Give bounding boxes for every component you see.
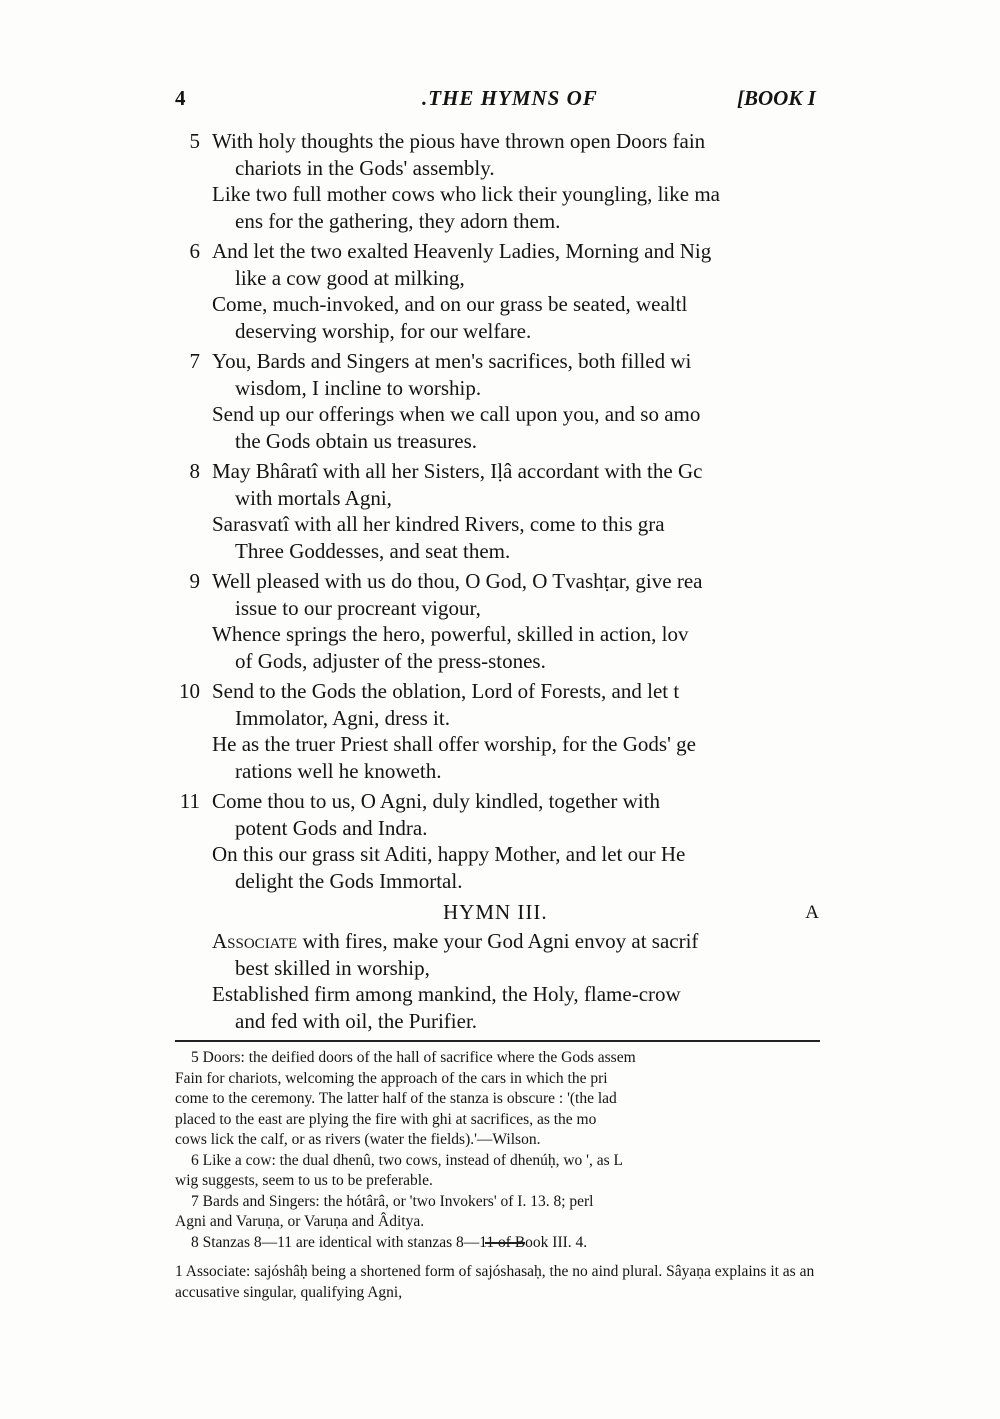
footnote-divider: [175, 1040, 820, 1042]
stanza-number: 11: [179, 789, 200, 813]
opening-word: Associate: [212, 929, 298, 953]
verse-line: the Gods obtain us treasures.: [235, 428, 478, 453]
verse-line: Immolator, Agni, dress it.: [235, 705, 450, 730]
stanza-number: 5: [189, 129, 200, 153]
verse-line: ens for the gathering, they adorn them.: [235, 208, 561, 233]
verse-line: Send to the Gods the oblation, Lord of Forests, and let t: [212, 679, 680, 703]
verse-line: Come, much-invoked, and on our grass be seated, wealtl: [212, 292, 688, 316]
stanza-9: [160, 568, 825, 674]
verse-line: of Gods, adjuster of the press-stones.: [235, 648, 546, 673]
stanza-number: 6: [189, 239, 200, 263]
verse-line: issue to our procreant vigour,: [235, 595, 481, 620]
stanza-number: 9: [189, 569, 200, 593]
footnote-separator: [485, 1242, 525, 1244]
footnote-line: 6 Like a cow: the dual dhenû, two cows, instead of dhenúḥ, wo ', as L: [191, 1151, 623, 1169]
hymn-side-note: A: [805, 902, 819, 923]
footnote-line: 5 Doors: the deified doors of the hall of sacrifice where the Gods assem: [191, 1049, 636, 1066]
footnote-line: come to the ceremony. The latter half of the stanza is obscure : '(the lad: [175, 1090, 617, 1107]
footnote-line: wig suggests, seem to us to be preferable.: [175, 1172, 433, 1189]
verse-line: wisdom, I incline to worship.: [235, 375, 482, 400]
hymn-3-stanza-1: [160, 928, 825, 1034]
verse-line: Send up our offerings when we call upon you, and so amo: [212, 402, 701, 426]
footnote-line: Fain for chariots, welcoming the approach of the cars in which the pri: [175, 1069, 608, 1087]
verse-line: like a cow good at milking,: [235, 265, 465, 290]
hymn-heading: [160, 898, 825, 928]
verse-line: Come thou to us, O Agni, duly kindled, together with: [212, 789, 660, 813]
footnote-line: 7 Bards and Singers: the hótârâ, or 'two Invokers' of I. 13. 8; perl: [191, 1192, 594, 1210]
verse-line: best skilled in worship,: [235, 955, 430, 980]
footnote-line: placed to the east are plying the fire with ghi at sacrifices, as the mo: [175, 1110, 597, 1128]
stanza-number: 8: [189, 459, 200, 483]
verse-line: rations well he knoweth.: [235, 758, 442, 783]
verse-line: On this our grass sit Aditi, happy Mother, and let our He: [212, 842, 686, 866]
hymn-3-footnotes: [175, 1262, 825, 1303]
verse-line: Three Goddesses, and seat them.: [235, 538, 511, 563]
stanza-8: [160, 458, 825, 564]
page-header: [175, 80, 825, 116]
running-title: .THE HYMNS OF: [422, 86, 598, 110]
verse-line: with mortals Agni,: [235, 485, 392, 510]
verse-line: chariots in the Gods' assembly.: [235, 155, 495, 180]
verse-line: You, Bards and Singers at men's sacrifices, both filled wi: [212, 349, 692, 373]
verse-line: Whence springs the hero, powerful, skilled in action, lov: [212, 622, 689, 646]
footnotes: [175, 1048, 825, 1253]
verse-line: He as the truer Priest shall offer worship, for the Gods' ge: [212, 732, 696, 756]
verse-line: Like two full mother cows who lick their youngling, like ma: [212, 182, 720, 206]
verse-line: Associate with fires, make your God Agni envoy at sacrif: [212, 929, 699, 953]
verse-line: and fed with oil, the Purifier.: [235, 1008, 478, 1033]
verse-line: May Bhâratî with all her Sisters, Iḷâ accordant with the Gc: [212, 459, 703, 483]
verse-line: delight the Gods Immortal.: [235, 868, 463, 893]
stanza-number: 10: [179, 679, 200, 703]
hymn-title: HYMN III.: [443, 900, 548, 924]
verse-line: And let the two exalted Heavenly Ladies, Morning and Nig: [212, 239, 712, 263]
verse-line: With holy thoughts the pious have thrown open Doors fain: [212, 129, 706, 153]
page-number: 4: [175, 86, 186, 110]
stanza-11: [160, 788, 825, 894]
footnote-line: cows lick the calf, or as rivers (water the fields).'—Wilson.: [175, 1131, 541, 1148]
stanza-10: [160, 678, 825, 784]
stanza-5: [160, 128, 825, 234]
verse-line: Well pleased with us do thou, O God, O Tvashṭar, give rea: [212, 569, 703, 593]
footnote-line: 1 Associate: sajóshâḥ being a shortened form of sajóshasaḥ, the no aind: [175, 1263, 619, 1280]
verse-line: Sarasvatî with all her kindred Rivers, come to this gra: [212, 512, 665, 536]
footnote-line: plural. Sâyaṇa explains it as an accusative singular, qualifying Agni,: [175, 1263, 815, 1301]
stanza-7: [160, 348, 825, 454]
verse-line: potent Gods and Indra.: [235, 815, 428, 840]
stanza-6: [160, 238, 825, 344]
footnote-line: 8 Stanzas 8—11 are identical with stanzas 8—11 of Book III. 4.: [191, 1233, 588, 1251]
footnote-line: Agni and Varuṇa, or Varuṇa and Âditya.: [175, 1213, 425, 1230]
verse-line: deserving worship, for our welfare.: [235, 318, 532, 343]
hymn-stanzas: [160, 128, 825, 1034]
verse-line: Established firm among mankind, the Holy, flame-crow: [212, 982, 681, 1006]
book-label: [BOOK I: [737, 86, 816, 110]
stanza-number: 7: [189, 349, 200, 373]
